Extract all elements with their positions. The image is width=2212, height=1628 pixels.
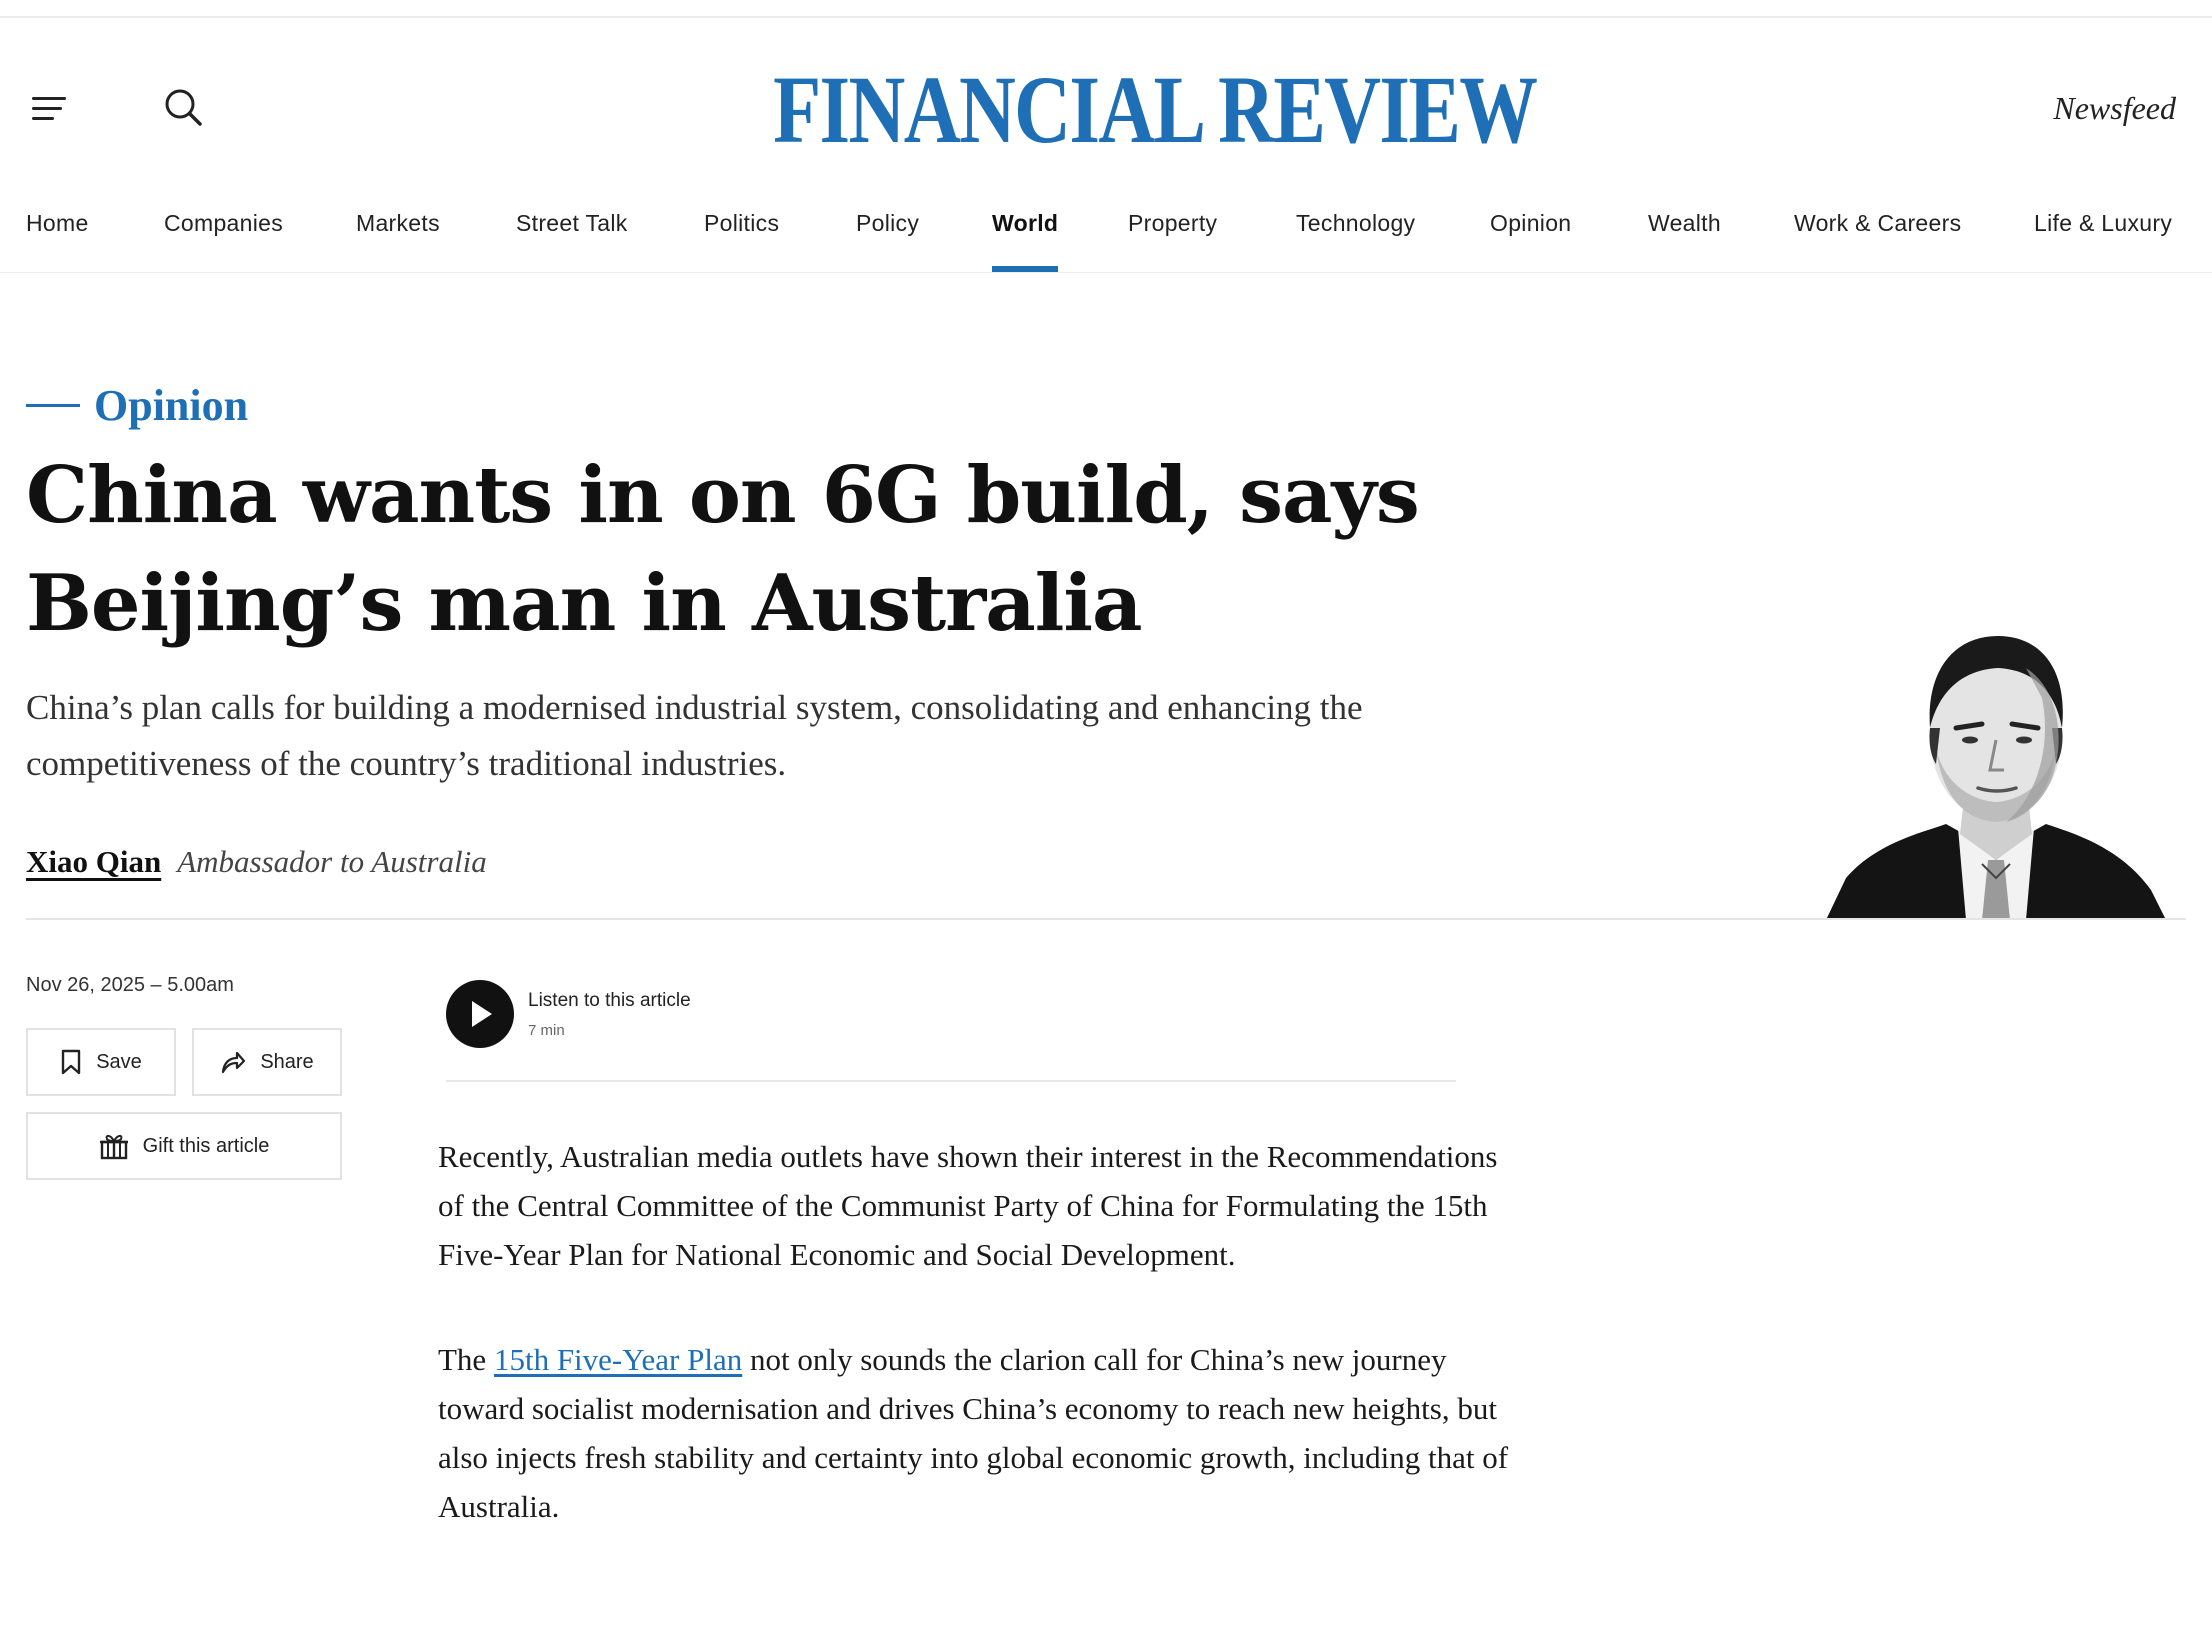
search-icon[interactable] [162, 86, 206, 130]
nav-item-home[interactable]: Home [26, 210, 89, 236]
nav-item-world[interactable]: World [992, 210, 1059, 236]
nav-item-work-careers[interactable]: Work & Careers [1794, 210, 1962, 236]
site-header [0, 40, 2212, 180]
nav-item-markets[interactable]: Markets [356, 210, 440, 236]
nav-item-politics[interactable]: Politics [704, 210, 780, 236]
audio-duration: 7 min [528, 1022, 565, 1039]
publish-timestamp: Nov 26, 2025 – 5.00am [26, 974, 234, 996]
bookmark-icon [60, 1049, 82, 1075]
nav-item-companies[interactable]: Companies [164, 210, 284, 236]
paragraph-text: The [438, 1342, 494, 1377]
nav-active-indicator [992, 266, 1058, 272]
paragraph-text: not only sounds the clarion call for China’s new journey toward socialist modernisation and drives China’s economy to reach new heights, but also injects fresh stability and certainty into global economic growth, including that of Australia. [438, 1342, 1509, 1524]
kicker-rule [26, 404, 80, 407]
article-standfirst: China’s plan calls for building a modernised industrial system, consolidating and enhancing the competitiveness of the country’s traditional industries. [26, 688, 1363, 783]
hamburger-menu-icon[interactable] [28, 88, 72, 128]
five-year-plan-link[interactable]: 15th Five-Year Plan [493, 1342, 743, 1377]
nav-item-wealth[interactable]: Wealth [1648, 210, 1721, 236]
section-label[interactable]: Opinion [94, 381, 249, 430]
share-icon [220, 1050, 246, 1074]
author-name[interactable]: Xiao Qian [26, 844, 162, 879]
audio-title: Listen to this article [528, 990, 691, 1011]
masthead-logo[interactable]: FINANCIAL REVIEW [773, 56, 1537, 163]
gift-article-button[interactable] [26, 1112, 342, 1180]
nav-item-opinion[interactable]: Opinion [1490, 210, 1572, 236]
nav-item-life-luxury[interactable]: Life & Luxury [2034, 210, 2173, 236]
nav-item-policy[interactable]: Policy [856, 210, 920, 236]
gift-label: Gift this article [142, 1134, 270, 1157]
save-button[interactable] [26, 1028, 176, 1096]
paragraph: Recently, Australian media outlets have shown their interest in the Recommendations of the Central Committee of the Communist Party of China for Formulating the 15th Five-Year Plan for National Economic and Social Development. [438, 1139, 1498, 1272]
section-kicker [26, 380, 248, 431]
section-nav [0, 206, 2212, 273]
play-icon [470, 999, 494, 1029]
article-headline: China wants in on 6G build, says Beijing’s man in Australia [26, 450, 1419, 649]
top-rule [0, 16, 2212, 18]
play-button[interactable] [446, 980, 514, 1048]
byline [26, 844, 487, 880]
article-body [438, 1132, 1518, 1587]
author-role: Ambassador to Australia [177, 844, 487, 879]
author-portrait [1826, 628, 2166, 920]
nav-item-street-talk[interactable]: Street Talk [516, 210, 628, 236]
nav-item-property[interactable]: Property [1128, 210, 1218, 236]
paragraph [438, 1335, 1518, 1531]
newsfeed-link[interactable]: Newsfeed [2053, 90, 2176, 126]
audio-player [446, 980, 1456, 1082]
nav-item-technology[interactable]: Technology [1296, 210, 1416, 236]
share-label: Share [260, 1050, 314, 1073]
share-button[interactable] [192, 1028, 342, 1096]
header-divider [26, 918, 2186, 920]
save-label: Save [96, 1050, 142, 1073]
gift-icon [99, 1132, 129, 1160]
